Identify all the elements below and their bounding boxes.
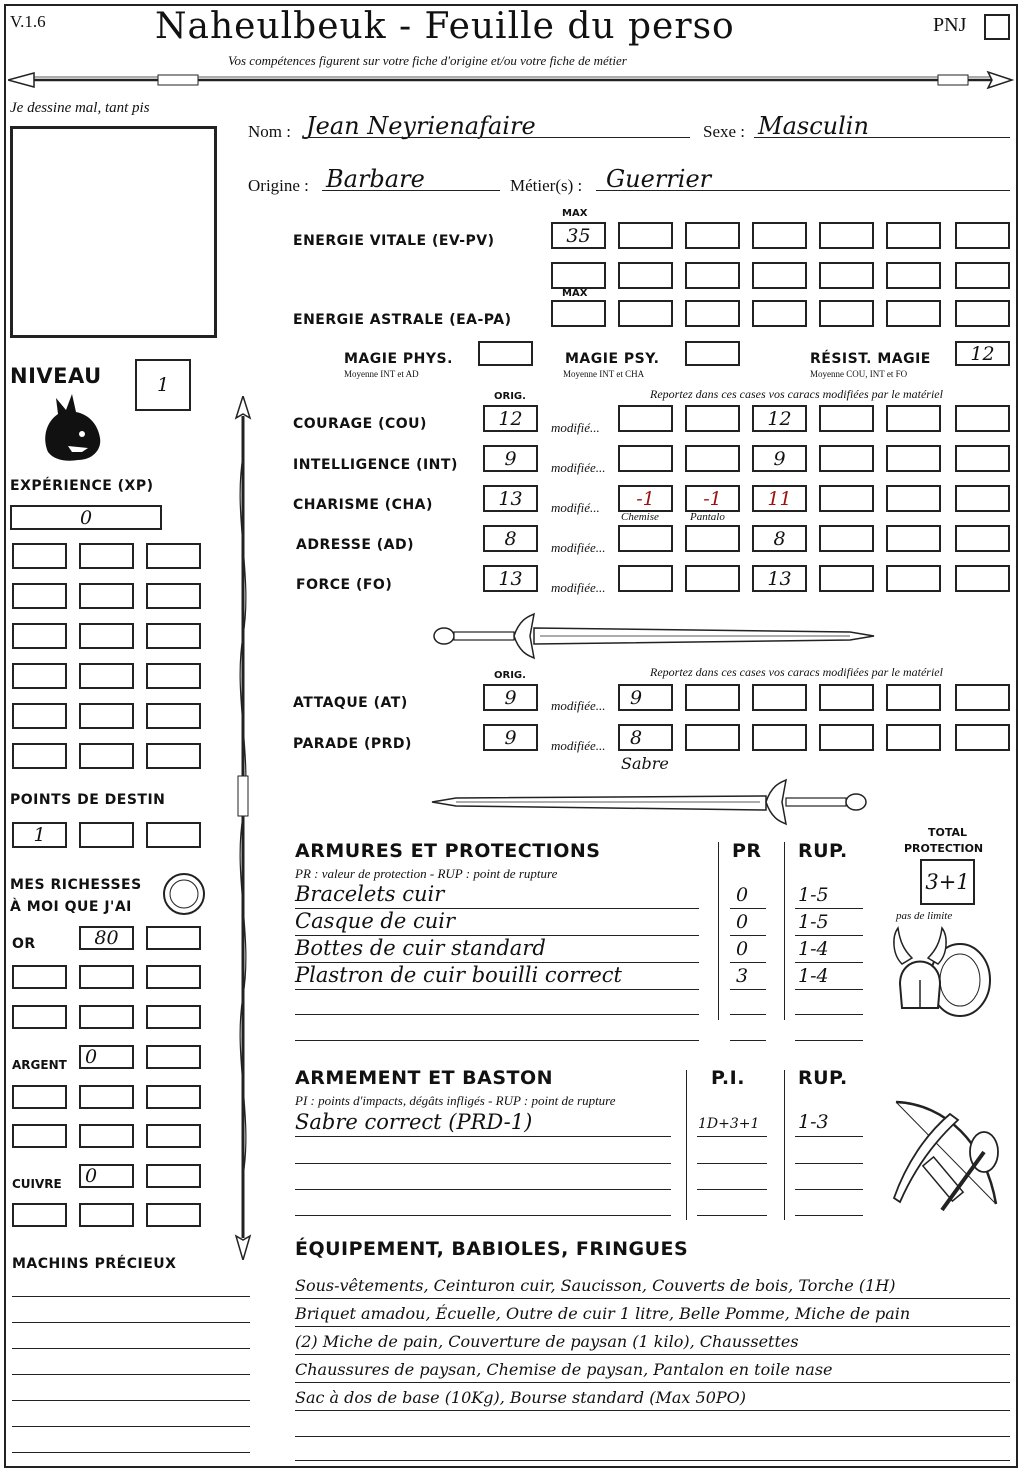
charisme-note-2: Pantalo [690, 511, 725, 523]
armure-line [295, 908, 699, 909]
total-protection-box[interactable]: 3+1 [920, 859, 975, 905]
ev-box[interactable] [685, 222, 740, 249]
combat-orig-label: ORIG. [494, 670, 526, 681]
machins-line[interactable] [12, 1348, 250, 1349]
coin-icon [162, 872, 206, 916]
adresse-label: ADRESSE (AD) [296, 537, 415, 553]
courage-mod-box[interactable] [618, 405, 673, 432]
or-box[interactable] [146, 965, 201, 989]
magie-psy-box[interactable] [685, 341, 740, 366]
courage-orig-box[interactable]: 12 [483, 405, 538, 432]
argent-box[interactable] [146, 1085, 201, 1109]
courage-mod-box[interactable] [685, 405, 740, 432]
xp-tally-box[interactable] [12, 703, 67, 729]
courage-mod-box[interactable] [955, 405, 1010, 432]
vertical-spear-icon [228, 396, 258, 1260]
or-box[interactable] [79, 965, 134, 989]
cuivre-box[interactable] [12, 1203, 67, 1227]
cuivre-box[interactable] [146, 1203, 201, 1227]
armure-line [730, 908, 766, 909]
armures-title: ARMURES ET PROTECTIONS [295, 840, 601, 862]
equipement-line[interactable]: Chaussures de paysan, Chemise de paysan, Pantalon en toile nase [295, 1360, 833, 1379]
adresse-modif-label: modifiée... [551, 540, 606, 555]
force-label: FORCE (FO) [296, 577, 393, 593]
armure-pr[interactable]: 0 [736, 884, 749, 906]
equipement-line[interactable]: Sac à dos de base (10Kg), Bourse standard (Max 50PO) [295, 1388, 747, 1407]
xp-label: EXPÉRIENCE (XP) [10, 478, 154, 494]
arme-line[interactable] [795, 1189, 863, 1190]
xp-tally-box[interactable] [146, 623, 201, 649]
armures-legend: PR : valeur de protection - RUP : point de rupture [295, 866, 558, 881]
ev-box[interactable] [819, 222, 874, 249]
arme-line[interactable] [697, 1189, 767, 1190]
equipement-underline [295, 1326, 1010, 1327]
ev-box[interactable] [752, 262, 807, 289]
intelligence-mod-box[interactable] [618, 445, 673, 472]
armure-line[interactable] [295, 1014, 699, 1015]
xp-tally-box[interactable] [79, 623, 134, 649]
total-label: TOTAL [928, 826, 968, 839]
armure-rup[interactable]: 1-4 [798, 938, 829, 960]
argent-label: ARGENT [12, 1058, 67, 1072]
armure-line[interactable] [730, 1014, 766, 1015]
courage-modif-label: modifié... [551, 420, 600, 435]
equipement-title: ÉQUIPEMENT, BABIOLES, FRINGUES [295, 1238, 689, 1260]
cuivre-box[interactable] [146, 1164, 201, 1188]
argent-box[interactable] [146, 1124, 201, 1148]
destin-box[interactable] [79, 822, 134, 848]
magie-psy-label: MAGIE PSY. [565, 351, 660, 367]
pnj-checkbox[interactable] [984, 14, 1010, 40]
ea-box[interactable] [955, 300, 1010, 327]
machins-line[interactable] [12, 1374, 250, 1375]
equipement-line[interactable]: Sous-vêtements, Ceinturon cuir, Saucisson, Couverts de bois, Torche (1H) [295, 1276, 896, 1295]
parade-mod-box[interactable]: 8 [618, 724, 673, 751]
armure-line [795, 989, 863, 990]
equipement-underline [295, 1382, 1010, 1383]
equipement-underline [295, 1410, 1010, 1411]
armement-rup-header: RUP. [798, 1067, 848, 1089]
armures-rup-header: RUP. [798, 840, 848, 862]
intelligence-mod-box[interactable] [685, 445, 740, 472]
xp-tally-box[interactable] [12, 623, 67, 649]
adresse-mod-box[interactable] [886, 525, 941, 552]
ev-box[interactable] [886, 262, 941, 289]
xp-tally-box[interactable] [79, 703, 134, 729]
xp-box[interactable]: 0 [10, 505, 162, 530]
armure-name[interactable]: Bracelets cuir [295, 882, 445, 906]
total-note: pas de limite [896, 910, 953, 922]
armure-name[interactable]: Plastron de cuir bouilli correct [295, 963, 622, 987]
xp-tally-box[interactable] [146, 743, 201, 769]
intelligence-mod-box[interactable] [819, 445, 874, 472]
page-title: Naheulbeuk - Feuille du perso [155, 6, 735, 47]
arme-line[interactable] [295, 1189, 671, 1190]
armure-line [730, 935, 766, 936]
sword-icon [430, 612, 876, 660]
armure-name[interactable]: Bottes de cuir standard [295, 936, 546, 960]
force-modif-label: modifiée... [551, 580, 606, 595]
magie-psy-sub: Moyenne INT et CHA [563, 369, 645, 379]
or-box[interactable] [12, 965, 67, 989]
parade-orig-box[interactable]: 9 [483, 724, 538, 751]
machins-label: MACHINS PRÉCIEUX [12, 1256, 177, 1272]
equipement-line[interactable]: Briquet amadou, Écuelle, Outre de cuir 1 litre, Belle Pomme, Miche de pain [295, 1304, 911, 1323]
richesses-label-2: À MOI QUE J'AI [10, 899, 132, 915]
xp-tally-box[interactable] [146, 703, 201, 729]
force-mod-box[interactable] [618, 565, 673, 592]
niveau-label: NIVEAU [10, 364, 102, 388]
resist-magie-box[interactable]: 12 [955, 341, 1010, 366]
charisme-mod-box[interactable] [819, 485, 874, 512]
ev-box[interactable] [955, 262, 1010, 289]
arme-name[interactable]: Sabre correct (PRD-1) [295, 1110, 533, 1134]
nom-line [302, 137, 690, 138]
metier-line [596, 190, 1010, 191]
caracs-note: Reportez dans ces cases vos caracs modifiées par le matériel [650, 387, 943, 401]
helmet-shield-icon [890, 924, 998, 1024]
arme-pi[interactable]: 1D+3+1 [698, 1116, 760, 1132]
intelligence-mod-box[interactable] [886, 445, 941, 472]
or-box[interactable] [79, 1005, 134, 1029]
armure-line [730, 962, 766, 963]
ev-box[interactable] [752, 222, 807, 249]
force-mod-box[interactable] [955, 565, 1010, 592]
sword-icon [430, 778, 870, 828]
argent-box[interactable]: 0 [79, 1045, 134, 1069]
armure-line[interactable] [295, 1040, 699, 1041]
courage-mod-box[interactable] [886, 405, 941, 432]
or-label: OR [12, 936, 36, 952]
parade-label: PARADE (PRD) [293, 736, 412, 752]
ea-box[interactable] [618, 300, 673, 327]
or-box[interactable]: 80 [79, 926, 134, 950]
resist-magie-label: RÉSIST. MAGIE [810, 351, 931, 367]
parade-mod-box[interactable] [955, 724, 1010, 751]
argent-box[interactable] [146, 1045, 201, 1069]
sexe-value[interactable]: Masculin [758, 112, 869, 140]
arme-rup[interactable]: 1-3 [798, 1111, 829, 1133]
intelligence-label: INTELLIGENCE (INT) [293, 457, 458, 473]
adresse-mod-box[interactable] [819, 525, 874, 552]
equipement-underline[interactable] [295, 1460, 1010, 1461]
armure-rup[interactable]: 1-4 [798, 965, 829, 987]
arme-line[interactable] [295, 1215, 671, 1216]
armure-pr[interactable]: 3 [736, 965, 749, 987]
armure-line[interactable] [730, 1040, 766, 1041]
parade-mod-box[interactable] [685, 724, 740, 751]
xp-tally-box[interactable] [12, 543, 67, 569]
cuivre-box[interactable]: 0 [79, 1164, 134, 1188]
charisme-note-1: Chemise [621, 511, 659, 523]
xp-tally-box[interactable] [79, 543, 134, 569]
xp-tally-box[interactable] [79, 743, 134, 769]
equipement-line[interactable]: (2) Miche de pain, Couverture de paysan (1 kilo), Chaussettes [295, 1332, 799, 1351]
protection-label: PROTECTION [904, 842, 984, 855]
dragon-icon [38, 392, 106, 464]
xp-tally-box[interactable] [146, 543, 201, 569]
ev-label: ENERGIE VITALE (EV-PV) [293, 233, 495, 249]
origine-label: Origine : [248, 176, 309, 195]
armures-divider [784, 842, 785, 1020]
armure-rup[interactable]: 1-5 [798, 884, 829, 906]
resist-magie-sub: Moyenne COU, INT et FO [810, 369, 908, 379]
magie-phys-box[interactable] [478, 341, 533, 366]
sexe-label: Sexe : [703, 122, 746, 141]
armure-line [795, 935, 863, 936]
armure-rup[interactable]: 1-5 [798, 911, 829, 933]
ev-box[interactable] [618, 222, 673, 249]
armure-line [795, 962, 863, 963]
nom-label: Nom : [248, 122, 291, 141]
cuivre-label: CUIVRE [12, 1177, 62, 1191]
xp-tally-box[interactable] [146, 663, 201, 689]
charisme-mod-box[interactable]: -1 [685, 485, 740, 512]
attaque-mod-box[interactable] [752, 684, 807, 711]
parade-mod-box[interactable] [886, 724, 941, 751]
attaque-mod-box[interactable] [955, 684, 1010, 711]
magie-phys-label: MAGIE PHYS. [344, 351, 453, 367]
arme-line [697, 1136, 767, 1137]
ea-box[interactable] [886, 300, 941, 327]
xp-tally-box[interactable] [12, 583, 67, 609]
arme-line[interactable] [795, 1163, 863, 1164]
version-label: V.1.6 [10, 12, 46, 31]
armure-line[interactable] [795, 1040, 863, 1041]
courage-label: COURAGE (COU) [293, 416, 427, 432]
richesses-label: MES RICHESSES [10, 877, 142, 893]
armures-divider [718, 842, 719, 1020]
ev-box[interactable] [886, 222, 941, 249]
ea-max-label: MAX [562, 288, 588, 299]
equipement-underline [295, 1298, 1010, 1299]
charisme-mod-box[interactable] [886, 485, 941, 512]
attaque-label: ATTAQUE (AT) [293, 695, 408, 711]
attaque-orig-box[interactable]: 9 [483, 684, 538, 711]
charisme-mod-box[interactable]: -1 [618, 485, 673, 512]
armures-pr-header: PR [732, 840, 762, 862]
armement-divider [784, 1070, 785, 1220]
armure-line [795, 908, 863, 909]
armure-line [730, 989, 766, 990]
machins-line[interactable] [12, 1452, 250, 1453]
ea-box[interactable] [752, 300, 807, 327]
niveau-box[interactable]: 1 [135, 359, 191, 411]
portrait-frame[interactable] [10, 126, 217, 338]
ev-box[interactable] [551, 262, 606, 289]
attaque-modif-label: modifiée... [551, 698, 606, 713]
or-box[interactable] [146, 1005, 201, 1029]
armure-line [295, 935, 699, 936]
ev-box[interactable] [618, 262, 673, 289]
charisme-orig-box[interactable]: 13 [483, 485, 538, 512]
xp-tally-box[interactable] [12, 743, 67, 769]
ea-label: ENERGIE ASTRALE (EA-PA) [293, 312, 512, 328]
adresse-mod-box[interactable] [685, 525, 740, 552]
xp-tally-box[interactable] [79, 583, 134, 609]
intelligence-mod-box[interactable]: 9 [752, 445, 807, 472]
force-mod-box[interactable] [819, 565, 874, 592]
ev-box[interactable] [955, 222, 1010, 249]
machins-line[interactable] [12, 1322, 250, 1323]
armement-divider [686, 1070, 687, 1220]
machins-line[interactable] [12, 1400, 250, 1401]
arme-line[interactable] [295, 1163, 671, 1164]
ev-box[interactable] [685, 262, 740, 289]
armure-pr[interactable]: 0 [736, 911, 749, 933]
intelligence-orig-box[interactable]: 9 [483, 445, 538, 472]
xp-tally-box[interactable] [79, 663, 134, 689]
attaque-mod-box[interactable]: 9 [618, 684, 673, 711]
charisme-modif-label: modifié... [551, 500, 600, 515]
intelligence-modif-label: modifiée... [551, 460, 606, 475]
destin-box[interactable] [146, 822, 201, 848]
attaque-mod-box[interactable] [886, 684, 941, 711]
parade-modif-label: modifiée... [551, 738, 606, 753]
arme-line[interactable] [795, 1215, 863, 1216]
force-mod-box[interactable]: 13 [752, 565, 807, 592]
ea-box[interactable] [819, 300, 874, 327]
charisme-mod-box[interactable]: 11 [752, 485, 807, 512]
parade-mod-box[interactable] [819, 724, 874, 751]
intelligence-mod-box[interactable] [955, 445, 1010, 472]
armure-name[interactable]: Casque de cuir [295, 909, 456, 933]
combat-note: Reportez dans ces cases vos caracs modifiées par le matériel [650, 665, 943, 679]
armure-pr[interactable]: 0 [736, 938, 749, 960]
adresse-mod-box[interactable]: 8 [752, 525, 807, 552]
pnj-label: PNJ [933, 14, 967, 36]
courage-mod-box[interactable] [819, 405, 874, 432]
metier-value[interactable]: Guerrier [606, 165, 712, 193]
or-box[interactable] [12, 1005, 67, 1029]
charisme-mod-box[interactable] [955, 485, 1010, 512]
ev-max-box[interactable]: 35 [551, 222, 606, 249]
charisme-label: CHARISME (CHA) [293, 497, 433, 513]
equipement-underline[interactable] [295, 1436, 1010, 1437]
adresse-mod-box[interactable] [955, 525, 1010, 552]
magie-phys-sub: Moyenne INT et AD [344, 369, 419, 379]
spear-divider-icon [8, 68, 1014, 92]
armure-line [295, 989, 699, 990]
weapons-icon [886, 1094, 1010, 1216]
argent-box[interactable] [12, 1124, 67, 1148]
armement-legend: PI : points d'impacts, dégâts infligés - RUP : point de rupture [295, 1093, 616, 1108]
parade-mod-box[interactable] [752, 724, 807, 751]
argent-box[interactable] [12, 1085, 67, 1109]
armure-line[interactable] [795, 1014, 863, 1015]
ev-box[interactable] [819, 262, 874, 289]
adresse-mod-box[interactable] [618, 525, 673, 552]
force-mod-box[interactable] [685, 565, 740, 592]
xp-tally-box[interactable] [146, 583, 201, 609]
armement-title: ARMEMENT ET BASTON [295, 1067, 554, 1089]
parade-note: Sabre [621, 754, 669, 773]
arme-line[interactable] [697, 1215, 767, 1216]
attaque-mod-box[interactable] [819, 684, 874, 711]
sexe-line [754, 137, 1010, 138]
ev-max-label: MAX [562, 208, 588, 219]
machins-line[interactable] [12, 1426, 250, 1427]
ea-max-box[interactable] [551, 300, 606, 327]
metier-label: Métier(s) : [510, 176, 583, 195]
argent-box[interactable] [79, 1124, 134, 1148]
cuivre-box[interactable] [79, 1203, 134, 1227]
origine-value[interactable]: Barbare [326, 165, 425, 193]
caracs-orig-label: ORIG. [494, 391, 526, 402]
argent-box[interactable] [79, 1085, 134, 1109]
armement-pi-header: P.I. [711, 1067, 745, 1089]
adresse-orig-box[interactable]: 8 [483, 525, 538, 552]
machins-line[interactable] [12, 1296, 250, 1297]
attaque-mod-box[interactable] [685, 684, 740, 711]
force-orig-box[interactable]: 13 [483, 565, 538, 592]
arme-line [295, 1136, 671, 1137]
portrait-caption: Je dessine mal, tant pis [10, 100, 150, 116]
courage-mod-box[interactable]: 12 [752, 405, 807, 432]
force-mod-box[interactable] [886, 565, 941, 592]
page-subtitle: Vos compétences figurent sur votre fiche d'origine et/ou votre fiche de métier [228, 53, 627, 68]
destin-box[interactable]: 1 [12, 822, 67, 848]
origine-line [322, 190, 500, 191]
arme-line [795, 1136, 863, 1137]
arme-line[interactable] [697, 1163, 767, 1164]
or-box[interactable] [146, 926, 201, 950]
destin-label: POINTS DE DESTIN [10, 792, 166, 808]
xp-tally-box[interactable] [12, 663, 67, 689]
nom-value[interactable]: Jean Neyrienafaire [306, 112, 536, 140]
equipement-underline [295, 1354, 1010, 1355]
ea-box[interactable] [685, 300, 740, 327]
armure-line [295, 962, 699, 963]
